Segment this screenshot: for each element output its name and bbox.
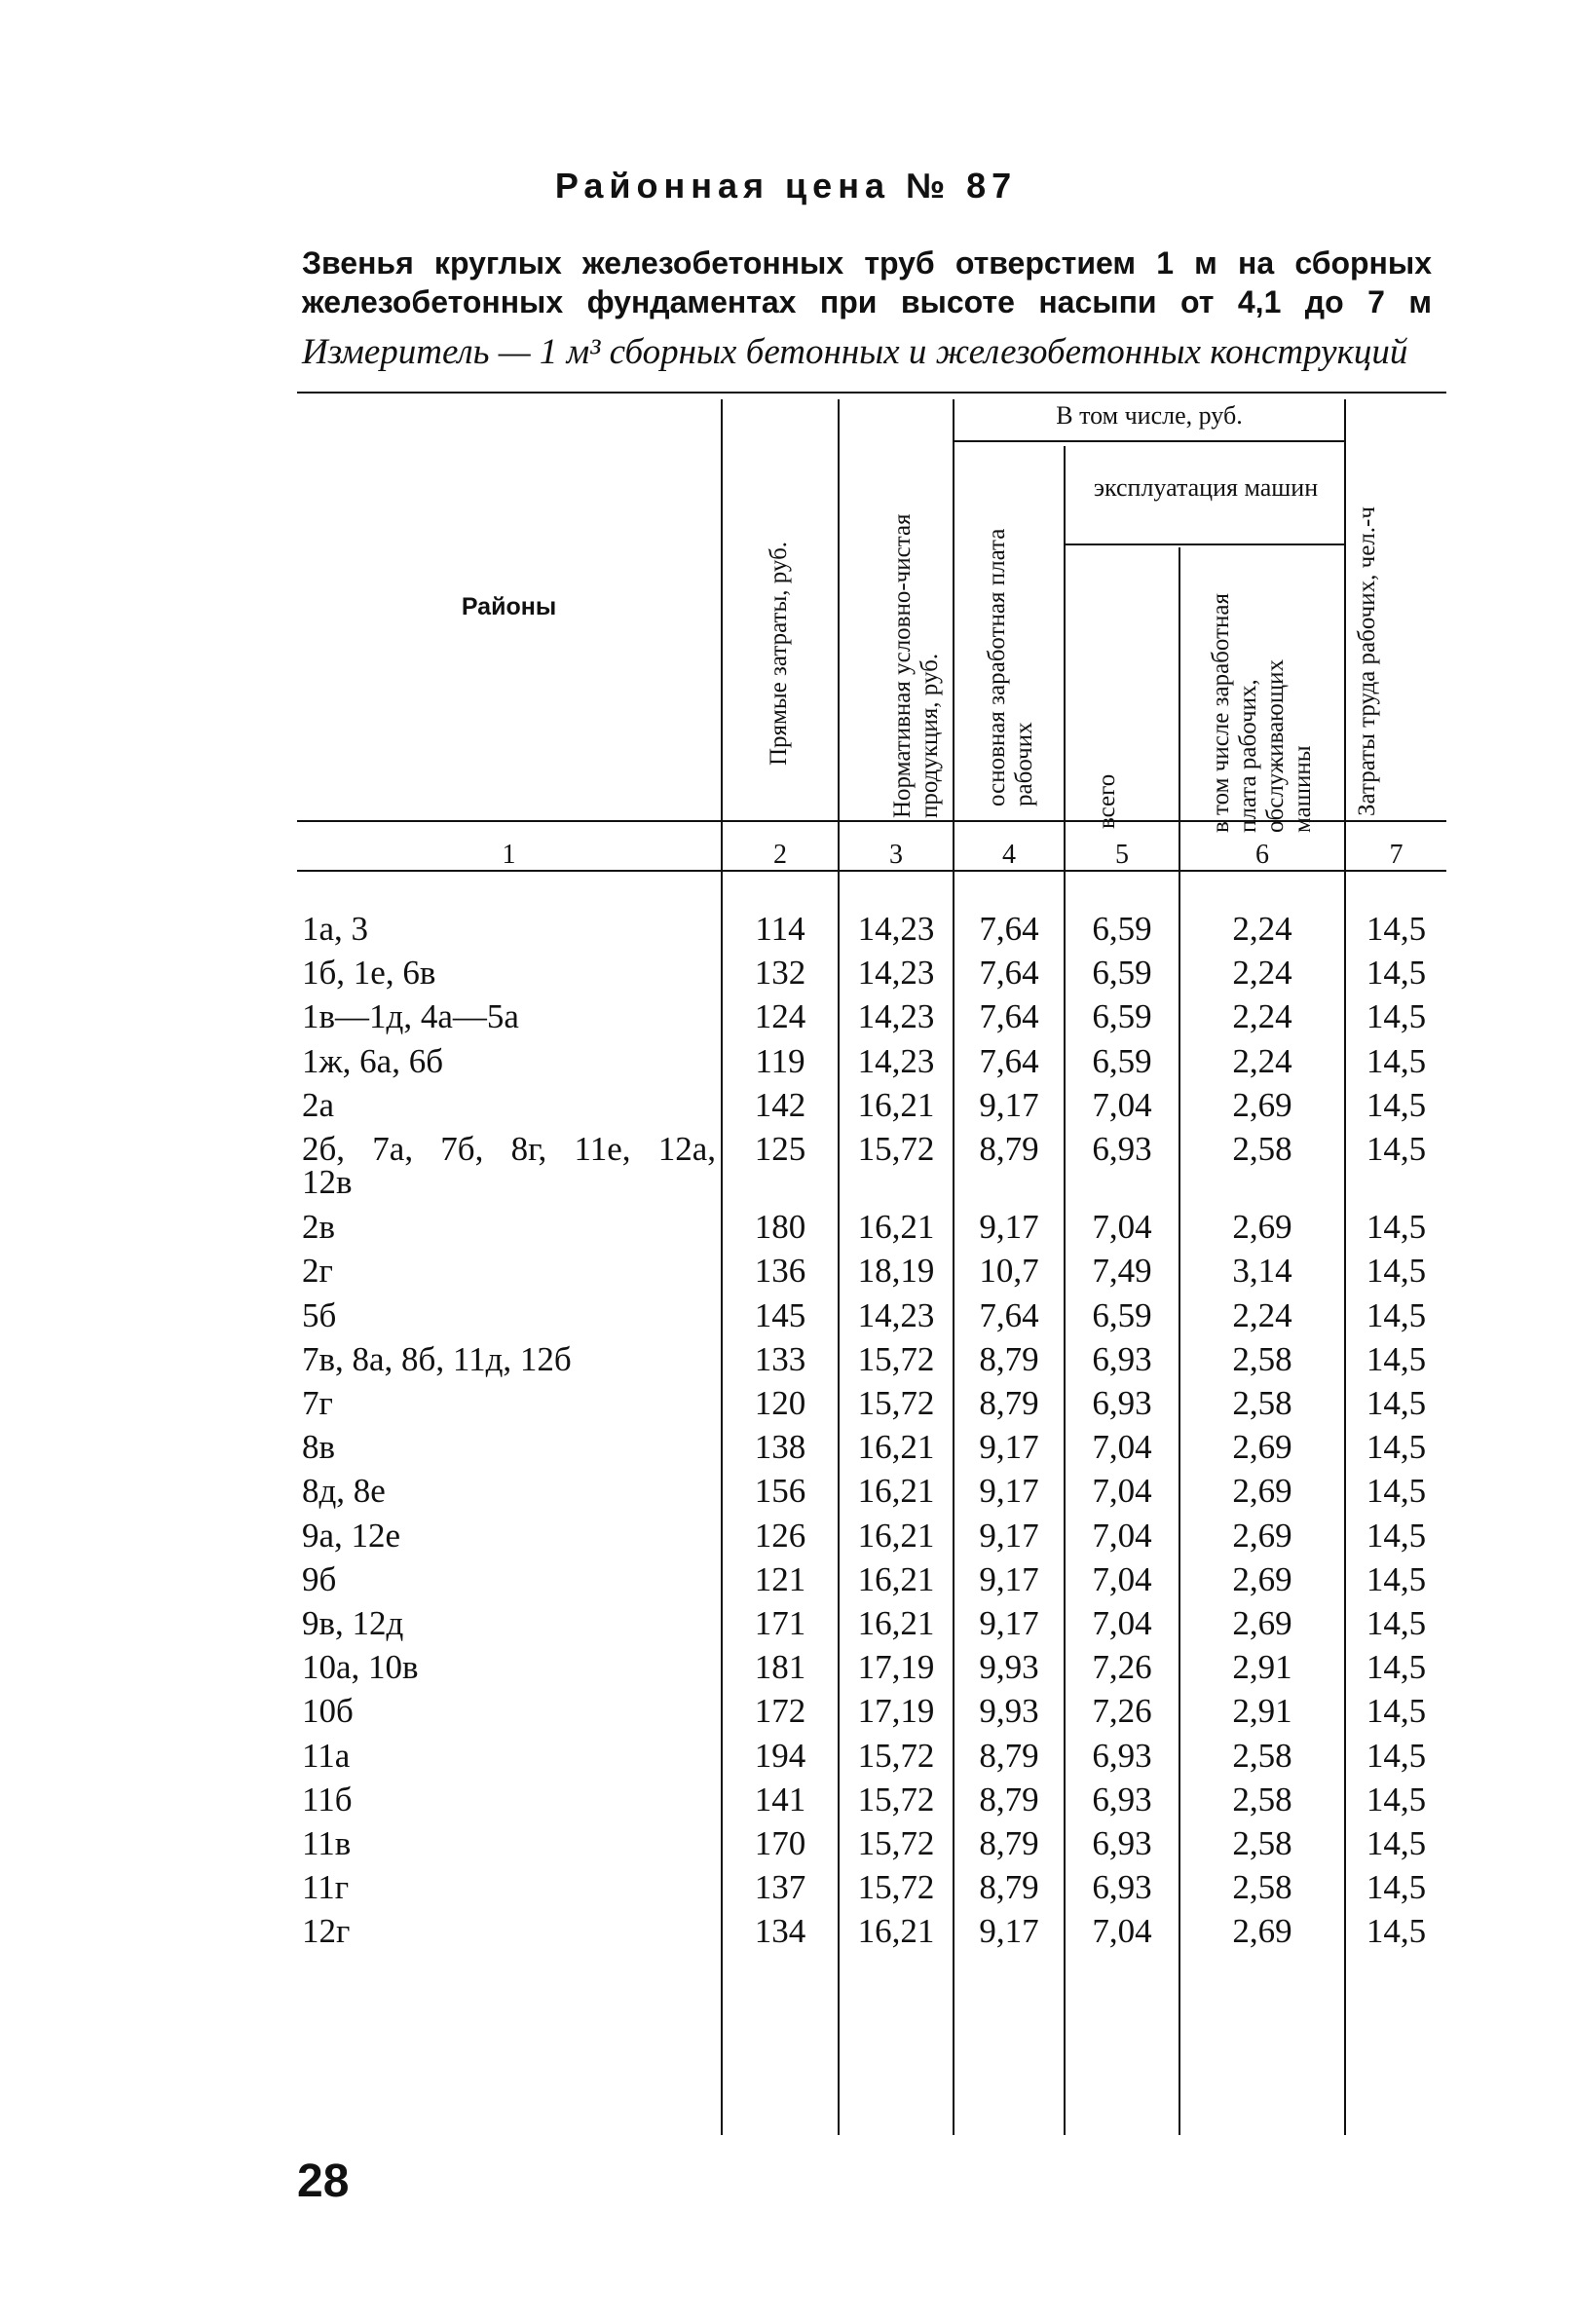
table-cell-c6: 2,24 <box>1232 997 1292 1036</box>
table-cell-c5: 6,93 <box>1092 1780 1152 1818</box>
col-number-6: 6 <box>1255 840 1269 870</box>
table-cell-c2: 136 <box>754 1252 806 1291</box>
col-number-1: 1 <box>502 840 516 870</box>
table-row-region: 8в <box>302 1428 336 1467</box>
table-cell-c2: 133 <box>754 1339 806 1378</box>
table-cell-c7: 14,5 <box>1366 1692 1427 1731</box>
table-cell-c2: 119 <box>755 1041 805 1080</box>
table-row-region: 7в, 8а, 8б, 11д, 12б <box>302 1339 572 1378</box>
table-cell-c7: 14,5 <box>1366 1912 1427 1951</box>
table-cell-c3: 18,19 <box>857 1252 935 1291</box>
table-cell-c7: 14,5 <box>1366 1295 1427 1334</box>
table-row-region: 9а, 12е <box>302 1516 401 1555</box>
table-cell-c5: 6,93 <box>1092 1824 1152 1862</box>
table-row-region: 2б, 7а, 7б, 8г, 11е, 12а, <box>302 1130 716 1168</box>
table-cell-c4: 8,79 <box>979 1824 1039 1862</box>
including-underline <box>954 440 1344 442</box>
table-cell-c7: 14,5 <box>1366 1339 1427 1378</box>
table-cell-c6: 2,69 <box>1232 1516 1292 1555</box>
table-cell-c7: 14,5 <box>1366 1824 1427 1862</box>
table-cell-c6: 2,69 <box>1232 1208 1292 1247</box>
table-cell-c5: 7,04 <box>1092 1516 1152 1555</box>
table-cell-c2: 145 <box>754 1295 806 1334</box>
table-cell-c2: 171 <box>754 1604 806 1642</box>
table-cell-c7: 14,5 <box>1366 1648 1427 1687</box>
table-cell-c5: 6,93 <box>1092 1384 1152 1422</box>
table-cell-c3: 16,21 <box>857 1604 935 1642</box>
col-number-3: 3 <box>889 840 903 870</box>
table-cell-c5: 6,93 <box>1092 1868 1152 1907</box>
table-cell-c5: 6,59 <box>1092 997 1152 1036</box>
table-cell-c7: 14,5 <box>1366 1085 1427 1124</box>
table-cell-c5: 6,59 <box>1092 954 1152 993</box>
table-cell-c2: 170 <box>754 1824 806 1862</box>
table-cell-c5: 6,93 <box>1092 1339 1152 1378</box>
table-cell-c4: 9,17 <box>979 1559 1039 1598</box>
table-row-region: 2в <box>302 1208 336 1247</box>
table-cell-c3: 16,21 <box>857 1428 935 1467</box>
table-row-region: 8д, 8е <box>302 1472 386 1511</box>
subtitle-line-1: Звенья круглых железобетонных труб отверстием 1 м на сборных <box>302 245 1432 281</box>
table-cell-c6: 2,58 <box>1232 1824 1292 1862</box>
table-cell-c6: 2,69 <box>1232 1085 1292 1124</box>
table-cell-c7: 14,5 <box>1366 1384 1427 1422</box>
table-cell-c6: 2,69 <box>1232 1559 1292 1598</box>
table-cell-c6: 2,58 <box>1232 1339 1292 1378</box>
table-row-region: 7г <box>302 1384 333 1422</box>
table-cell-c2: 126 <box>754 1516 806 1555</box>
table-cell-c6: 2,69 <box>1232 1428 1292 1467</box>
table-cell-c4: 9,17 <box>979 1912 1039 1951</box>
table-cell-c2: 156 <box>754 1472 806 1511</box>
table-cell-c5: 7,04 <box>1092 1604 1152 1642</box>
page-title: Районная цена № 87 <box>554 166 1018 206</box>
table-cell-c4: 8,79 <box>979 1780 1039 1818</box>
table-cell-c3: 16,21 <box>857 1912 935 1951</box>
table-cell-c2: 121 <box>754 1559 806 1598</box>
table-cell-c4: 9,17 <box>979 1516 1039 1555</box>
header-total: всего <box>1094 773 1120 829</box>
table-cell-c4: 9,17 <box>979 1604 1039 1642</box>
table-cell-c4: 8,79 <box>979 1130 1039 1168</box>
table-row-region: 12г <box>302 1912 351 1951</box>
table-cell-c4: 8,79 <box>979 1868 1039 1907</box>
table-cell-c3: 15,72 <box>857 1868 935 1907</box>
table-cell-c3: 14,23 <box>857 910 935 948</box>
col-number-2: 2 <box>773 840 787 870</box>
table-cell-c7: 14,5 <box>1366 1736 1427 1775</box>
table-cell-c5: 7,04 <box>1092 1912 1152 1951</box>
table-cell-c6: 2,58 <box>1232 1384 1292 1422</box>
table-row-region: 1ж, 6а, 6б <box>302 1041 444 1080</box>
table-top-rule <box>297 392 1446 394</box>
table-cell-c4: 8,79 <box>979 1384 1039 1422</box>
header-including: В том числе, руб. <box>1056 401 1243 430</box>
table-cell-c7: 14,5 <box>1366 1559 1427 1598</box>
table-cell-c3: 15,72 <box>857 1780 935 1818</box>
header-regions: Районы <box>461 593 557 620</box>
table-cell-c7: 14,5 <box>1366 1516 1427 1555</box>
machines-underline <box>1064 544 1344 545</box>
table-cell-c3: 16,21 <box>857 1472 935 1511</box>
table-cell-c4: 7,64 <box>979 910 1039 948</box>
table-row-region: 11г <box>302 1868 350 1907</box>
table-cell-c3: 17,19 <box>857 1648 935 1687</box>
table-cell-c4: 7,64 <box>979 997 1039 1036</box>
table-row-region: 5б <box>302 1295 337 1334</box>
table-row-region-continued: 12в <box>302 1163 353 1201</box>
table-cell-c5: 6,59 <box>1092 1041 1152 1080</box>
table-cell-c2: 125 <box>754 1130 806 1168</box>
col-number-4: 4 <box>1002 840 1016 870</box>
table-row-region: 1а, 3 <box>302 910 369 948</box>
header-base-wage: основная заработная плата рабочих <box>984 528 1037 806</box>
table-cell-c3: 15,72 <box>857 1824 935 1862</box>
table-cell-c6: 2,91 <box>1232 1692 1292 1731</box>
table-cell-c3: 14,23 <box>857 997 935 1036</box>
table-cell-c7: 14,5 <box>1366 1041 1427 1080</box>
table-cell-c5: 7,04 <box>1092 1472 1152 1511</box>
table-row-region: 10а, 10в <box>302 1648 419 1687</box>
table-row-region: 9б <box>302 1559 337 1598</box>
table-cell-c4: 9,17 <box>979 1472 1039 1511</box>
table-cell-c6: 2,58 <box>1232 1736 1292 1775</box>
table-cell-c5: 6,59 <box>1092 1295 1152 1334</box>
table-cell-c7: 14,5 <box>1366 1868 1427 1907</box>
table-cell-c3: 15,72 <box>857 1736 935 1775</box>
table-cell-c4: 9,17 <box>979 1428 1039 1467</box>
table-cell-c6: 2,69 <box>1232 1472 1292 1511</box>
col-number-5: 5 <box>1115 840 1129 870</box>
table-cell-c6: 2,24 <box>1232 1295 1292 1334</box>
table-cell-c3: 16,21 <box>857 1208 935 1247</box>
header-normative-output: Нормативная условно-чистая продукция, руб. <box>889 513 943 818</box>
table-cell-c3: 16,21 <box>857 1559 935 1598</box>
table-cell-c4: 7,64 <box>979 954 1039 993</box>
table-cell-c4: 7,64 <box>979 1295 1039 1334</box>
table-cell-c4: 8,79 <box>979 1339 1039 1378</box>
table-cell-c2: 134 <box>754 1912 806 1951</box>
table-cell-c4: 9,93 <box>979 1648 1039 1687</box>
table-row-region: 2а <box>302 1085 335 1124</box>
measure-unit: Измеритель — 1 м³ сборных бетонных и железобетонных конструкций <box>302 332 1408 372</box>
table-cell-c5: 6,93 <box>1092 1736 1152 1775</box>
table-cell-c2: 142 <box>754 1085 806 1124</box>
header-direct-costs: Прямые затраты, руб. <box>766 541 792 766</box>
table-cell-c4: 9,93 <box>979 1692 1039 1731</box>
table-cell-c6: 2,91 <box>1232 1648 1292 1687</box>
table-cell-c2: 141 <box>754 1780 806 1818</box>
col-number-7: 7 <box>1389 840 1404 870</box>
table-cell-c5: 7,04 <box>1092 1428 1152 1467</box>
table-row-region: 2г <box>302 1252 333 1291</box>
table-cell-c5: 6,93 <box>1092 1130 1152 1168</box>
table-cell-c3: 16,21 <box>857 1516 935 1555</box>
table-cell-c4: 10,7 <box>979 1252 1039 1291</box>
table-cell-c3: 16,21 <box>857 1085 935 1124</box>
table-cell-c6: 2,58 <box>1232 1130 1292 1168</box>
table-cell-c7: 14,5 <box>1366 1472 1427 1511</box>
table-cell-c5: 7,26 <box>1092 1648 1152 1687</box>
table-cell-c2: 132 <box>754 954 806 993</box>
table-row-region: 9в, 12д <box>302 1604 404 1642</box>
table-cell-c6: 2,24 <box>1232 910 1292 948</box>
table-cell-c2: 120 <box>754 1384 806 1422</box>
table-cell-c7: 14,5 <box>1366 1604 1427 1642</box>
table-cell-c2: 114 <box>755 910 805 948</box>
table-cell-c3: 15,72 <box>857 1384 935 1422</box>
table-cell-c2: 180 <box>754 1208 806 1247</box>
table-cell-c4: 7,64 <box>979 1041 1039 1080</box>
table-row-region: 1в—1д, 4а—5а <box>302 997 519 1036</box>
table-cell-c4: 9,17 <box>979 1085 1039 1124</box>
table-row-region: 11в <box>302 1824 352 1862</box>
table-cell-c6: 3,14 <box>1232 1252 1292 1291</box>
table-cell-c6: 2,69 <box>1232 1912 1292 1951</box>
table-cell-c5: 7,04 <box>1092 1085 1152 1124</box>
table-cell-c3: 17,19 <box>857 1692 935 1731</box>
table-cell-c7: 14,5 <box>1366 910 1427 948</box>
table-cell-c6: 2,24 <box>1232 1041 1292 1080</box>
table-cell-c7: 14,5 <box>1366 954 1427 993</box>
table-cell-c4: 9,17 <box>979 1208 1039 1247</box>
table-cell-c7: 14,5 <box>1366 997 1427 1036</box>
table-cell-c5: 7,04 <box>1092 1208 1152 1247</box>
table-row-region: 11а <box>302 1736 351 1775</box>
table-cell-c6: 2,58 <box>1232 1780 1292 1818</box>
table-cell-c4: 8,79 <box>979 1736 1039 1775</box>
table-cell-c3: 14,23 <box>857 1295 935 1334</box>
table-row-region: 10б <box>302 1692 354 1731</box>
table-cell-c3: 15,72 <box>857 1130 935 1168</box>
table-cell-c2: 194 <box>754 1736 806 1775</box>
table-subtitle <box>302 244 1432 321</box>
table-row-region: 11б <box>302 1780 353 1818</box>
table-cell-c7: 14,5 <box>1366 1130 1427 1168</box>
table-cell-c3: 14,23 <box>857 954 935 993</box>
table-cell-c2: 137 <box>754 1868 806 1907</box>
table-cell-c7: 14,5 <box>1366 1208 1427 1247</box>
table-cell-c3: 15,72 <box>857 1339 935 1378</box>
table-cell-c6: 2,24 <box>1232 954 1292 993</box>
table-cell-c5: 7,49 <box>1092 1252 1152 1291</box>
header-machine-operation: эксплуатация машин <box>1093 473 1319 502</box>
header-labor: Затраты труда рабочих, чел.-ч <box>1354 506 1380 816</box>
table-cell-c5: 7,26 <box>1092 1692 1152 1731</box>
table-row-region: 1б, 1е, 6в <box>302 954 436 993</box>
page-number: 28 <box>297 2155 350 2207</box>
table-cell-c2: 181 <box>754 1648 806 1687</box>
table-cell-c6: 2,58 <box>1232 1868 1292 1907</box>
table-cell-c3: 14,23 <box>857 1041 935 1080</box>
subtitle-line-2: железобетонных фундаментах при высоте насыпи от 4,1 до 7 м <box>302 284 1432 319</box>
table-cell-c2: 138 <box>754 1428 806 1467</box>
table-cell-c7: 14,5 <box>1366 1428 1427 1467</box>
table-cell-c7: 14,5 <box>1366 1252 1427 1291</box>
header-machine-wage: в том числе заработная плата рабочих, обслуживающих машины <box>1208 593 1316 833</box>
table-cell-c5: 6,59 <box>1092 910 1152 948</box>
table-cell-c2: 124 <box>754 997 806 1036</box>
table-cell-c6: 2,69 <box>1232 1604 1292 1642</box>
table-cell-c7: 14,5 <box>1366 1780 1427 1818</box>
table-cell-c2: 172 <box>754 1692 806 1731</box>
table-cell-c5: 7,04 <box>1092 1559 1152 1598</box>
